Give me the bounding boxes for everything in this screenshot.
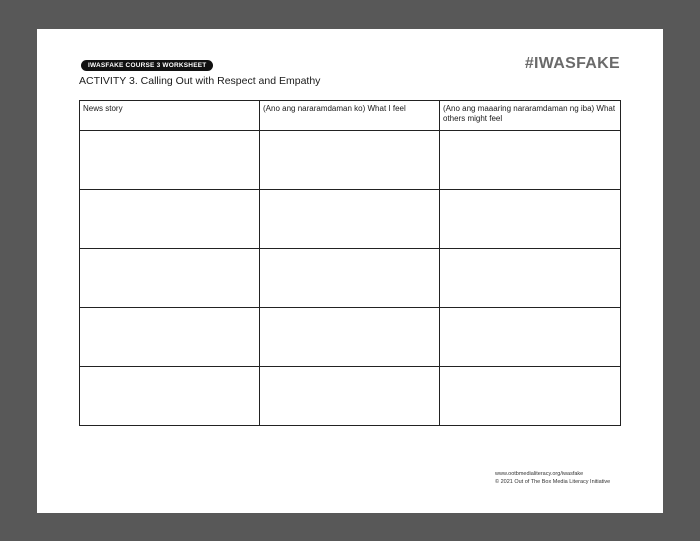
course-badge: IWASFAKE COURSE 3 WORKSHEET xyxy=(81,60,213,71)
cell-news-story[interactable] xyxy=(80,249,260,308)
table-row xyxy=(80,308,621,367)
cell-what-i-feel[interactable] xyxy=(260,190,440,249)
cell-what-i-feel[interactable] xyxy=(260,131,440,190)
activity-title: ACTIVITY 3. Calling Out with Respect and Empathy xyxy=(79,75,321,87)
footer-url[interactable]: www.ootbmedialiteracy.org/iwasfake xyxy=(495,471,584,477)
footer xyxy=(495,471,610,486)
cell-news-story[interactable] xyxy=(80,367,260,426)
footer-copyright: © 2021 Out of The Box Media Literacy Initiative xyxy=(495,478,611,485)
cell-what-i-feel[interactable] xyxy=(260,249,440,308)
table-row xyxy=(80,131,621,190)
cell-news-story[interactable] xyxy=(80,131,260,190)
cell-what-others-feel[interactable] xyxy=(440,249,621,308)
worksheet-page xyxy=(37,29,663,513)
column-header-news-story: News story xyxy=(80,101,260,131)
cell-what-others-feel[interactable] xyxy=(440,367,621,426)
worksheet-table xyxy=(79,100,621,426)
column-header-what-i-feel: (Ano ang nararamdaman ko) What I feel xyxy=(260,101,440,131)
cell-what-others-feel[interactable] xyxy=(440,190,621,249)
cell-what-others-feel[interactable] xyxy=(440,308,621,367)
brand-logo: #IWASFAKE xyxy=(524,55,620,72)
cell-news-story[interactable] xyxy=(80,308,260,367)
cell-what-i-feel[interactable] xyxy=(260,308,440,367)
table-row xyxy=(80,249,621,308)
cell-what-i-feel[interactable] xyxy=(260,367,440,426)
table-header-row xyxy=(80,101,621,131)
table-row xyxy=(80,190,621,249)
cell-news-story[interactable] xyxy=(80,190,260,249)
table-row xyxy=(80,367,621,426)
cell-what-others-feel[interactable] xyxy=(440,131,621,190)
column-header-what-others-might-feel: (Ano ang maaaring nararamdaman ng iba) What others might feel xyxy=(440,101,621,131)
